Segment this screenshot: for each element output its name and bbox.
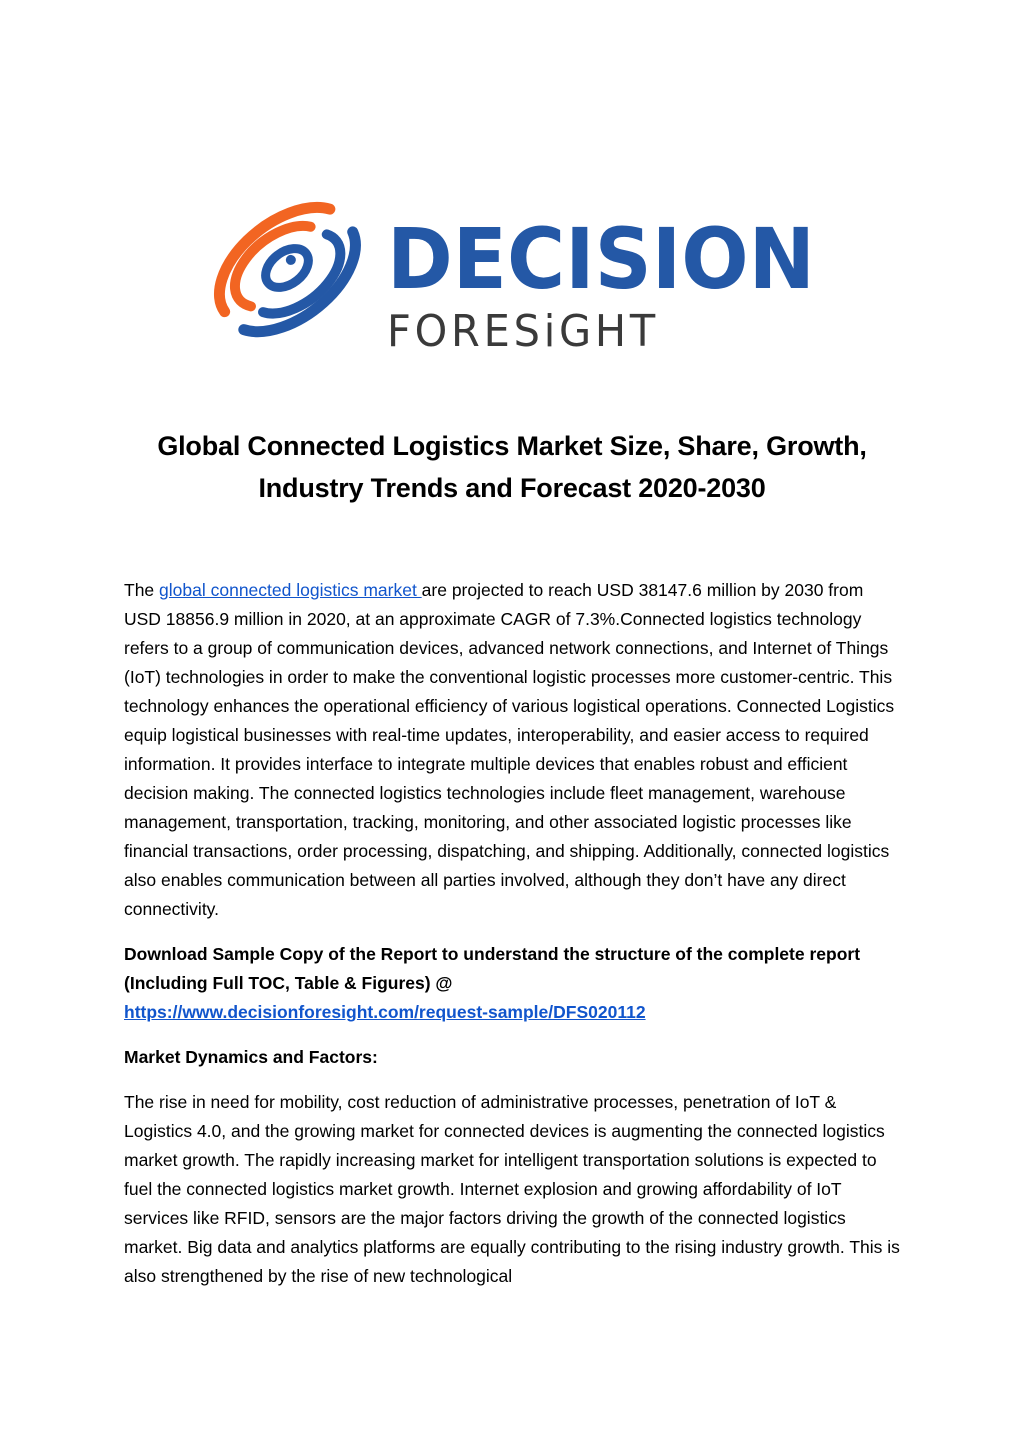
dynamics-paragraph: The rise in need for mobility, cost reduction of administrative processes, penetration of IoT & Logistics 4.0, and the growing market for connected devices is augmenting the connected logistics market growth. The rapidly increasing market for intelligent transportation solutions is expected to fuel the connected logistics market growth. Internet explosion and growing affordability of IoT services like RFID, sensors are the major factors driving the growth of the connected logistics market. Big data and analytics platforms are equally contributing to the rising industry growth. This is also strengthened by the rise of new technological [124, 1092, 900, 1286]
intro-paragraph [124, 576, 904, 924]
download-text: Download Sample Copy of the Report to understand the structure of the complete report (Including Full TOC, Table & Figures) @ [124, 944, 861, 993]
document-body [124, 576, 904, 1291]
download-sample-paragraph [124, 940, 904, 1027]
request-sample-link[interactable]: https://www.decisionforesight.com/request-sample/DFS020112 [124, 1002, 646, 1022]
decision-foresight-logo [205, 180, 820, 355]
intro-text: are projected to reach USD 38147.6 million by 2030 from USD 18856.9 million in 2020, at an approximate CAGR of 7.3%.Connected logistics technology refers to a group of communication devices, advanced network connections, and Internet of Things (IoT) technologies in order to make the conventional logistic processes more customer-centric. This technology enhances the operational efficiency of various logistical operations. Connected Logistics equip logistical businesses with real-time updates, interoperability, and easier access to required information. It provides interface to integrate multiple devices that enables robust and efficient decision making. The connected logistics technologies include fleet management, warehouse management, transportation, tracking, monitoring, and other associated logistic processes like financial transactions, order processing, dispatching, and shipping. Additionally, connected logistics also enables communication between all parties involved, although they don’t have any direct connectivity. [124, 580, 895, 919]
logo-word-decision: DECISION [387, 210, 815, 308]
title-line-1: Global Connected Logistics Market Size, Share, Growth, [157, 431, 867, 461]
title-line-2: Industry Trends and Forecast 2020-2030 [258, 473, 766, 503]
section-heading: Market Dynamics and Factors: [124, 1047, 378, 1067]
logo-word-foresight: FORESiGHT [387, 306, 659, 355]
document-title [100, 425, 924, 509]
intro-prefix: The [124, 580, 160, 600]
market-link[interactable]: global connected logistics market [159, 580, 422, 600]
